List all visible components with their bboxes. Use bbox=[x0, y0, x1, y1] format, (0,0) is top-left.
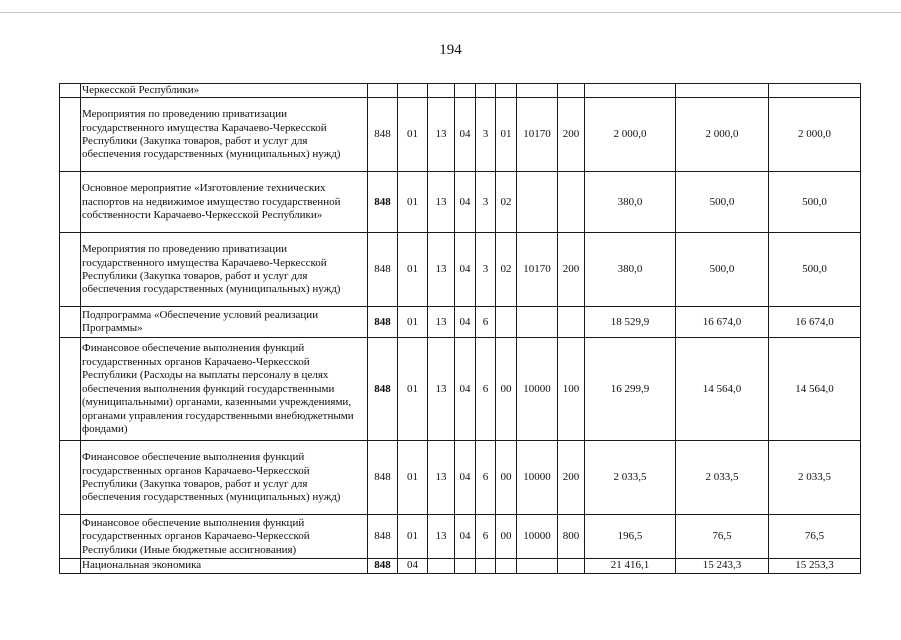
event-code: 00 bbox=[496, 441, 517, 515]
expense-type-code bbox=[558, 559, 585, 573]
direction-code bbox=[517, 559, 558, 573]
sum-year-2: 14 564,0 bbox=[676, 338, 769, 441]
subprogram-code: 3 bbox=[476, 98, 496, 172]
sum-year-3: 2 033,5 bbox=[769, 441, 861, 515]
subprogram-code: 6 bbox=[476, 307, 496, 338]
expense-type-code: 100 bbox=[558, 338, 585, 441]
expense-type-code: 200 bbox=[558, 233, 585, 307]
program-code: 04 bbox=[455, 98, 476, 172]
expense-type-code bbox=[558, 307, 585, 338]
row-margin-cell bbox=[60, 307, 81, 338]
grbs-code: 848 bbox=[368, 338, 398, 441]
row-margin-cell bbox=[60, 98, 81, 172]
subprogram-code bbox=[476, 84, 496, 98]
grbs-code: 848 bbox=[368, 559, 398, 573]
sum-year-2: 500,0 bbox=[676, 233, 769, 307]
event-code: 01 bbox=[496, 98, 517, 172]
event-code bbox=[496, 307, 517, 338]
event-code bbox=[496, 559, 517, 573]
row-margin-cell bbox=[60, 441, 81, 515]
sum-year-2: 2 000,0 bbox=[676, 98, 769, 172]
subsection-code: 13 bbox=[428, 307, 455, 338]
sum-year-2: 16 674,0 bbox=[676, 307, 769, 338]
sum-year-2: 2 033,5 bbox=[676, 441, 769, 515]
sum-year-3: 15 253,3 bbox=[769, 559, 861, 573]
direction-code bbox=[517, 307, 558, 338]
sum-year-1: 21 416,1 bbox=[585, 559, 676, 573]
table-row bbox=[60, 84, 861, 98]
section-code: 01 bbox=[398, 515, 428, 559]
section-code: 01 bbox=[398, 441, 428, 515]
sum-year-1: 16 299,9 bbox=[585, 338, 676, 441]
sum-year-1: 380,0 bbox=[585, 233, 676, 307]
program-code: 04 bbox=[455, 441, 476, 515]
program-code bbox=[455, 84, 476, 98]
grbs-code: 848 bbox=[368, 441, 398, 515]
subsection-code: 13 bbox=[428, 515, 455, 559]
sum-year-3: 500,0 bbox=[769, 172, 861, 233]
sum-year-3: 14 564,0 bbox=[769, 338, 861, 441]
row-margin-cell bbox=[60, 172, 81, 233]
section-code: 01 bbox=[398, 172, 428, 233]
grbs-code: 848 bbox=[368, 233, 398, 307]
sum-year-3: 2 000,0 bbox=[769, 98, 861, 172]
sum-year-3 bbox=[769, 84, 861, 98]
event-code bbox=[496, 84, 517, 98]
section-code: 01 bbox=[398, 307, 428, 338]
section-code: 04 bbox=[398, 559, 428, 573]
program-code: 04 bbox=[455, 233, 476, 307]
budget-table bbox=[59, 83, 861, 574]
program-code: 04 bbox=[455, 338, 476, 441]
subsection-code: 13 bbox=[428, 441, 455, 515]
direction-code: 10170 bbox=[517, 98, 558, 172]
sum-year-1: 2 033,5 bbox=[585, 441, 676, 515]
grbs-code: 848 bbox=[368, 172, 398, 233]
subsection-code: 13 bbox=[428, 98, 455, 172]
grbs-code bbox=[368, 84, 398, 98]
expense-name: Мероприятия по проведению приватизации государственного имущества Карачаево-Черкесской Республики (Закупка товаров, работ и услуг для обеспечения государственных (муниципальных) нужд) bbox=[81, 233, 368, 307]
direction-code bbox=[517, 172, 558, 233]
direction-code: 10170 bbox=[517, 233, 558, 307]
subprogram-code: 3 bbox=[476, 172, 496, 233]
table-row bbox=[60, 338, 861, 441]
sum-year-3: 500,0 bbox=[769, 233, 861, 307]
expense-type-code: 800 bbox=[558, 515, 585, 559]
expense-type-code bbox=[558, 84, 585, 98]
program-code: 04 bbox=[455, 515, 476, 559]
expense-name: Подпрограмма «Обеспечение условий реализации Программы» bbox=[81, 307, 368, 338]
section-code bbox=[398, 84, 428, 98]
table-row bbox=[60, 233, 861, 307]
expense-name: Финансовое обеспечение выполнения функций государственных органов Карачаево-Черкесской Республики (Расходы на выплаты персоналу в целях обеспечения выполнения функций государственными (муниципальными) органами, казенными учреждениями, органами управления государственными внебюджетными фондами) bbox=[81, 338, 368, 441]
expense-type-code bbox=[558, 172, 585, 233]
direction-code bbox=[517, 84, 558, 98]
row-margin-cell bbox=[60, 338, 81, 441]
table-row bbox=[60, 441, 861, 515]
subsection-code: 13 bbox=[428, 338, 455, 441]
row-margin-cell bbox=[60, 84, 81, 98]
subsection-code bbox=[428, 84, 455, 98]
sum-year-3: 76,5 bbox=[769, 515, 861, 559]
grbs-code: 848 bbox=[368, 98, 398, 172]
scan-edge-line bbox=[0, 12, 901, 13]
event-code: 00 bbox=[496, 338, 517, 441]
section-code: 01 bbox=[398, 338, 428, 441]
row-margin-cell bbox=[60, 515, 81, 559]
subprogram-code bbox=[476, 559, 496, 573]
program-code: 04 bbox=[455, 307, 476, 338]
direction-code: 10000 bbox=[517, 441, 558, 515]
table-row bbox=[60, 307, 861, 338]
sum-year-2 bbox=[676, 84, 769, 98]
sum-year-2: 500,0 bbox=[676, 172, 769, 233]
expense-name: Финансовое обеспечение выполнения функций государственных органов Карачаево-Черкесской Республики (Иные бюджетные ассигнования) bbox=[81, 515, 368, 559]
table-row bbox=[60, 559, 861, 573]
subprogram-code: 6 bbox=[476, 515, 496, 559]
section-code: 01 bbox=[398, 98, 428, 172]
event-code: 02 bbox=[496, 233, 517, 307]
subprogram-code: 6 bbox=[476, 441, 496, 515]
direction-code: 10000 bbox=[517, 338, 558, 441]
sum-year-1 bbox=[585, 84, 676, 98]
event-code: 02 bbox=[496, 172, 517, 233]
sum-year-2: 15 243,3 bbox=[676, 559, 769, 573]
subsection-code: 13 bbox=[428, 233, 455, 307]
row-margin-cell bbox=[60, 559, 81, 573]
table-row bbox=[60, 515, 861, 559]
expense-name: Мероприятия по проведению приватизации государственного имущества Карачаево-Черкесской Республики (Закупка товаров, работ и услуг для обеспечения государственных (муниципальных) нужд) bbox=[81, 98, 368, 172]
sum-year-1: 2 000,0 bbox=[585, 98, 676, 172]
grbs-code: 848 bbox=[368, 307, 398, 338]
direction-code: 10000 bbox=[517, 515, 558, 559]
table-row bbox=[60, 172, 861, 233]
sum-year-3: 16 674,0 bbox=[769, 307, 861, 338]
expense-name: Финансовое обеспечение выполнения функций государственных органов Карачаево-Черкесской Республики (Закупка товаров, работ и услуг для обеспечения государственных (муниципальных) нужд) bbox=[81, 441, 368, 515]
grbs-code: 848 bbox=[368, 515, 398, 559]
expense-type-code: 200 bbox=[558, 98, 585, 172]
expense-name: Национальная экономика bbox=[81, 559, 368, 573]
page-number: 194 bbox=[439, 42, 462, 58]
table-row bbox=[60, 98, 861, 172]
sum-year-1: 196,5 bbox=[585, 515, 676, 559]
sum-year-2: 76,5 bbox=[676, 515, 769, 559]
expense-name: Основное мероприятие «Изготовление технических паспортов на недвижимое имущество государственной собственности Карачаево-Черкесской Республики» bbox=[81, 172, 368, 233]
program-code: 04 bbox=[455, 172, 476, 233]
subsection-code: 13 bbox=[428, 172, 455, 233]
sum-year-1: 380,0 bbox=[585, 172, 676, 233]
expense-name: Черкесской Республики» bbox=[81, 84, 368, 98]
expense-type-code: 200 bbox=[558, 441, 585, 515]
subprogram-code: 6 bbox=[476, 338, 496, 441]
program-code bbox=[455, 559, 476, 573]
row-margin-cell bbox=[60, 233, 81, 307]
sum-year-1: 18 529,9 bbox=[585, 307, 676, 338]
subprogram-code: 3 bbox=[476, 233, 496, 307]
event-code: 00 bbox=[496, 515, 517, 559]
section-code: 01 bbox=[398, 233, 428, 307]
subsection-code bbox=[428, 559, 455, 573]
